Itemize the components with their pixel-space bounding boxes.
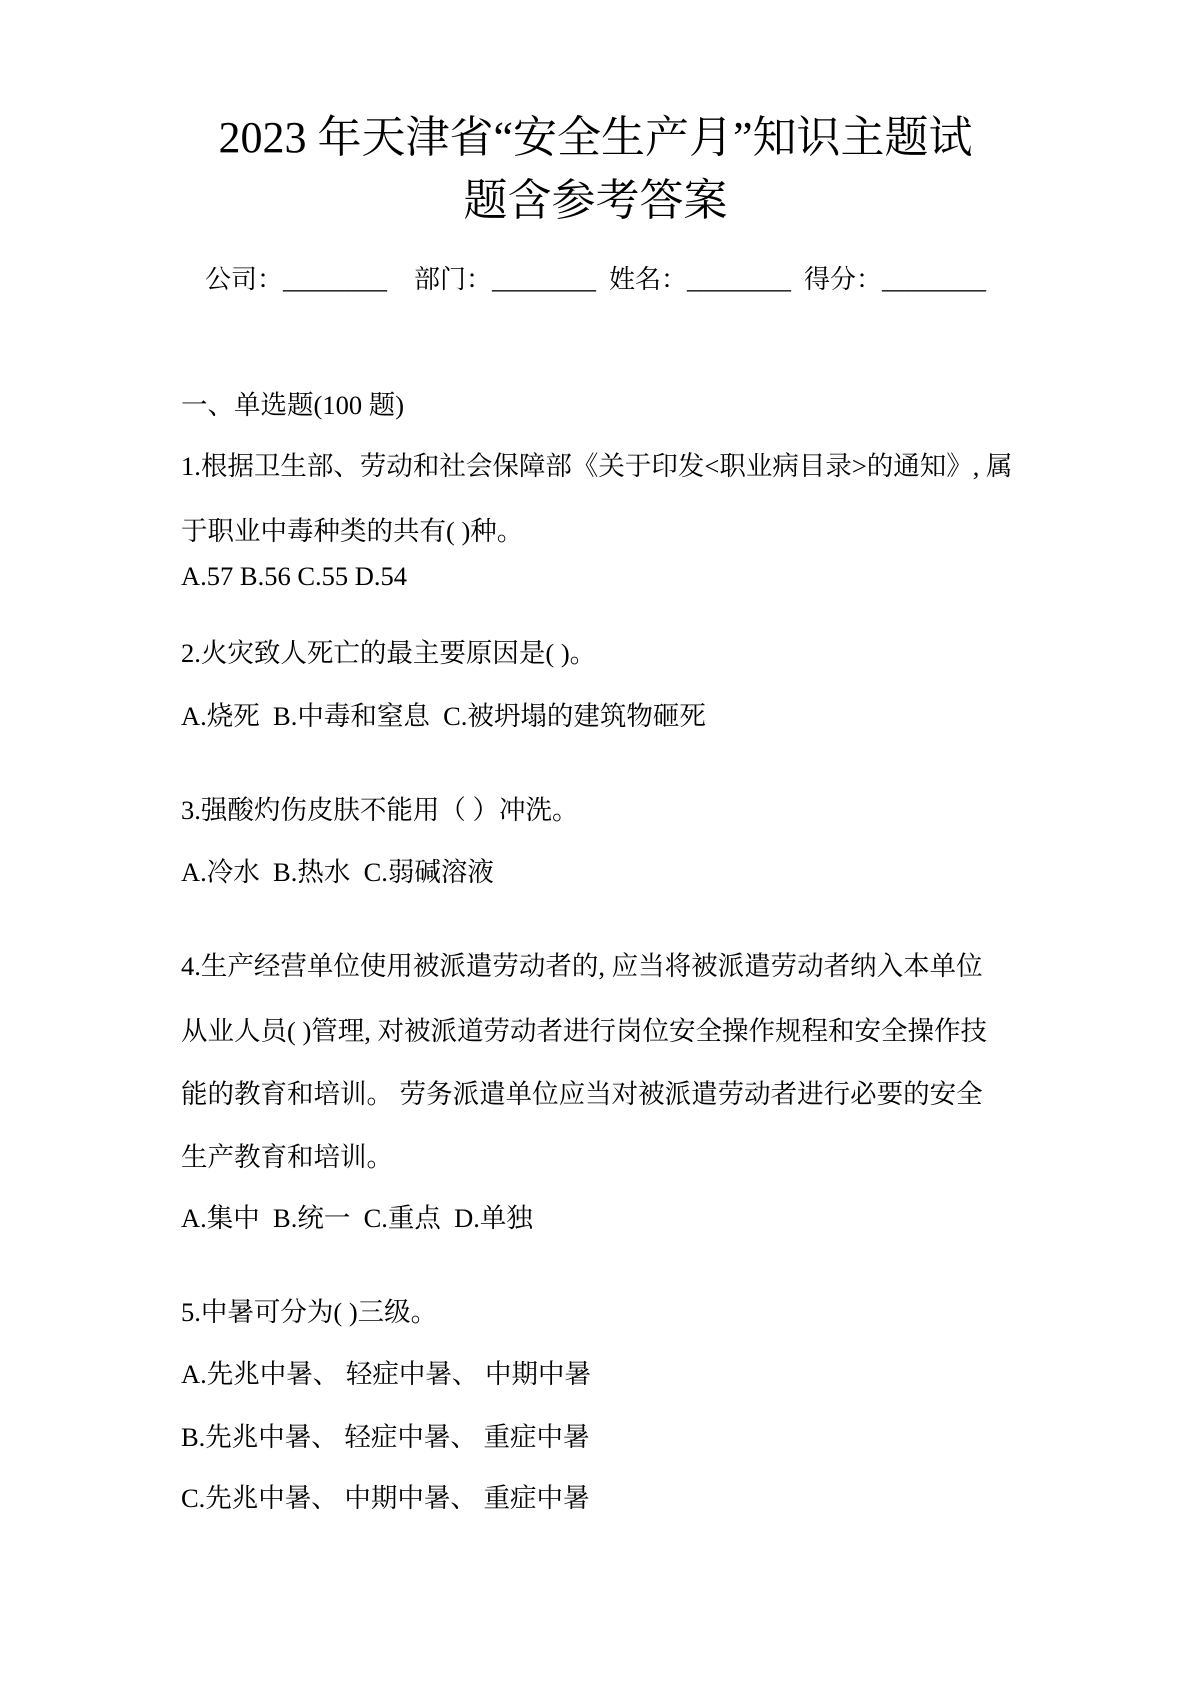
question-stem-line: 3.强酸灼伤皮肤不能用（ ）冲洗。 — [181, 795, 579, 825]
question-option-line: A.先兆中暑、 轻症中暑、 中期中暑 — [181, 1359, 592, 1389]
info-field-score — [804, 260, 986, 300]
question-stem-line: 于职业中毒种类的共有( )种。 — [181, 516, 524, 546]
question-stem-line: 生产教育和培训。 — [181, 1142, 393, 1172]
field-blank: ________ — [687, 265, 792, 294]
question-options: A.57 B.56 C.55 D.54 — [181, 561, 408, 591]
question-options: A.冷水 B.热水 C.弱碱溶液 — [181, 857, 494, 887]
question-stem-line: 1.根据卫生部、劳动和社会保障部《关于印发<职业病目录>的通知》, 属 — [181, 451, 1013, 481]
field-label: 得分： — [804, 265, 883, 294]
field-blank: ________ — [492, 265, 596, 294]
question-stem-line: 能的教育和培训。 劳务派遣单位应当对被派遣劳动者进行必要的安全 — [181, 1079, 983, 1109]
info-field-company — [205, 260, 387, 300]
field-blank: ________ — [282, 265, 387, 294]
info-field-department — [414, 260, 596, 300]
info-field-name — [609, 260, 791, 300]
question-option-line: B.先兆中暑、 轻症中暑、 重症中暑 — [181, 1422, 590, 1452]
field-label: 公司： — [204, 265, 283, 294]
question-options: A.烧死 B.中毒和窒息 C.被坍塌的建筑物砸死 — [181, 701, 706, 731]
question-stem-line: 4.生产经营单位使用被派遣劳动者的, 应当将被派遣劳动者纳入本单位 — [181, 951, 983, 981]
question-options: A.集中 B.统一 C.重点 D.单独 — [181, 1203, 533, 1233]
question-stem-line: 5.中暑可分为( )三级。 — [181, 1297, 438, 1327]
question-stem-line: 2.火灾致人死亡的最主要原因是( )。 — [181, 638, 597, 668]
title-line: 题含参考答案 — [463, 176, 728, 225]
title-line: 2023 年天津省“安全生产月”知识主题试 — [218, 113, 973, 162]
question-option-line: C.先兆中暑、 中期中暑、 重症中暑 — [181, 1483, 590, 1513]
field-label: 姓名： — [609, 265, 688, 294]
info-fields — [0, 260, 1191, 300]
question-stem-line: 从业人员( )管理, 对被派道劳动者进行岗位安全操作规程和安全操作技 — [181, 1016, 988, 1046]
section-heading: 一、单选题(100 题) — [181, 390, 405, 420]
field-label: 部门： — [413, 265, 492, 294]
field-blank: ________ — [882, 265, 987, 294]
